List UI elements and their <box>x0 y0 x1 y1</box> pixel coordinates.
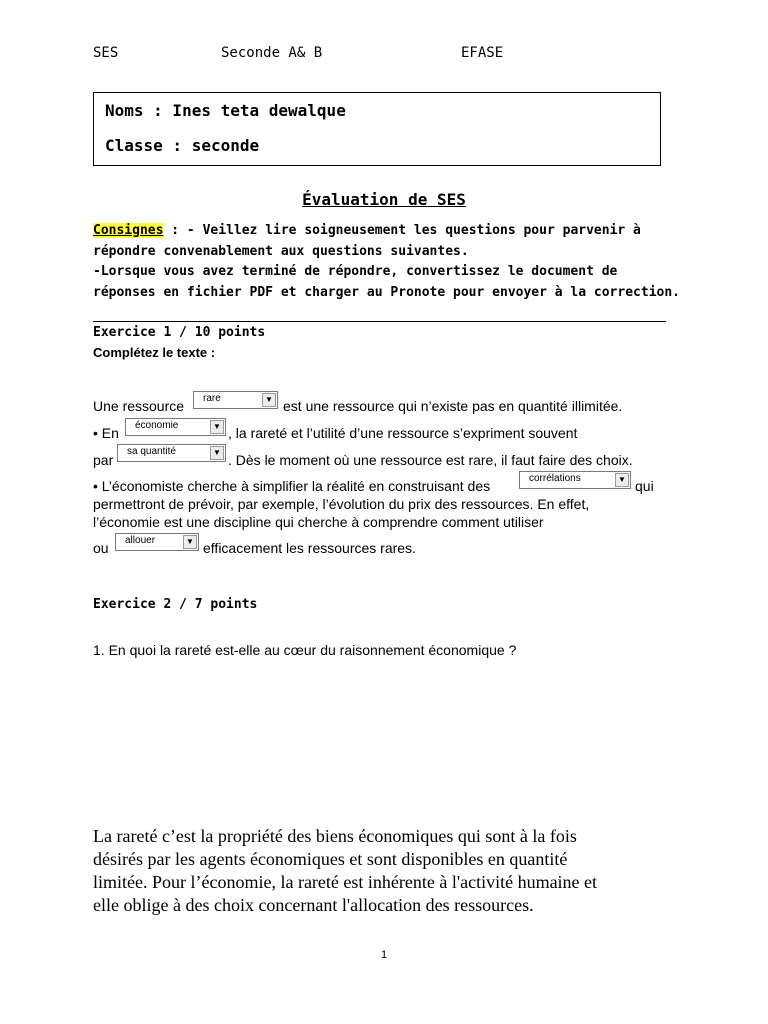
header-school: EFASE <box>461 45 504 61</box>
consignes-label: Consignes <box>93 223 164 238</box>
exercise-2-question: 1. En quoi la rareté est-elle au cœur du raisonnement économique ? <box>93 642 517 658</box>
triangle-down-icon[interactable]: ▼ <box>210 446 224 460</box>
consignes-line-3: -Lorsque vous avez terminé de répondre, convertissez le document de <box>93 264 618 279</box>
ex1-line-4-after: qui <box>635 478 654 494</box>
dropdown-economie-value: économie <box>135 420 179 431</box>
ex1-line-7-after: efficacement les ressources rares. <box>203 540 416 556</box>
dropdown-sa-quantite[interactable] <box>117 444 226 462</box>
consignes-line-2: répondre convenablement aux questions suivantes. <box>93 244 469 259</box>
consignes-line-1-text: : - Veillez lire soigneusement les questions pour parvenir à <box>163 223 641 238</box>
student-names: Noms : Ines teta dewalque <box>105 101 346 120</box>
dropdown-sa-quantite-value: sa quantité <box>127 446 176 457</box>
triangle-down-icon[interactable]: ▼ <box>262 393 276 407</box>
student-class: Classe : seconde <box>105 136 260 155</box>
ex1-line-3-before: par <box>93 452 114 468</box>
ex1-line-3-after: . Dès le moment où une ressource est rare, il faut faire des choix. <box>228 452 633 468</box>
answer-line: elle oblige à des choix concernant l'allocation des ressources. <box>93 895 534 915</box>
dropdown-correlations-value: corrélations <box>529 473 581 484</box>
triangle-down-icon[interactable]: ▼ <box>183 535 197 549</box>
dropdown-economie[interactable] <box>125 418 226 436</box>
triangle-down-icon[interactable]: ▼ <box>210 420 224 434</box>
page-title: Évaluation de SES <box>302 190 466 209</box>
ex1-line-2-after: , la rareté et l’utilité d’une ressource s’expriment souvent <box>228 425 578 441</box>
exercise-2-title: Exercice 2 / 7 points <box>93 597 258 612</box>
dropdown-correlations[interactable] <box>519 471 631 489</box>
consignes-line-4: réponses en fichier PDF et charger au Pronote pour envoyer à la correction. <box>93 285 680 300</box>
header-subject: SES <box>93 45 119 61</box>
ex1-line-4-before: • L’économiste cherche à simplifier la réalité en construisant des <box>93 478 491 494</box>
dropdown-rare[interactable] <box>193 391 278 409</box>
separator-rule <box>93 321 666 322</box>
triangle-down-icon[interactable]: ▼ <box>615 473 629 487</box>
ex1-line-6: l’économie est une discipline qui cherche à comprendre comment utiliser <box>93 514 544 530</box>
ex1-line-1-before: Une ressource <box>93 398 185 414</box>
dropdown-allouer[interactable] <box>115 533 199 551</box>
header-class-group: Seconde A& B <box>221 45 323 61</box>
student-info-box <box>93 92 661 166</box>
ex1-line-7-before: ou <box>93 540 109 556</box>
consignes-line-1 <box>93 223 641 238</box>
exercise-1-title: Exercice 1 / 10 points <box>93 325 266 340</box>
ex1-line-1-after: est une ressource qui n’existe pas en quantité illimitée. <box>283 398 623 414</box>
page-number: 1 <box>380 949 388 961</box>
dropdown-rare-value: rare <box>203 393 221 404</box>
answer-line: limitée. Pour l’économie, la rareté est inhérente à l'activité humaine et <box>93 872 598 892</box>
answer-line: désirés par les agents économiques et sont disponibles en quantité <box>93 849 568 869</box>
dropdown-allouer-value: allouer <box>125 535 156 546</box>
answer-line: La rareté c’est la propriété des biens économiques qui sont à la fois <box>93 826 577 846</box>
ex1-line-5: permettront de prévoir, par exemple, l’évolution du prix des ressources. En effet, <box>93 496 590 512</box>
ex1-line-2-before: • En <box>93 425 119 441</box>
exercise-1-instruction: Complétez le texte : <box>93 345 216 360</box>
